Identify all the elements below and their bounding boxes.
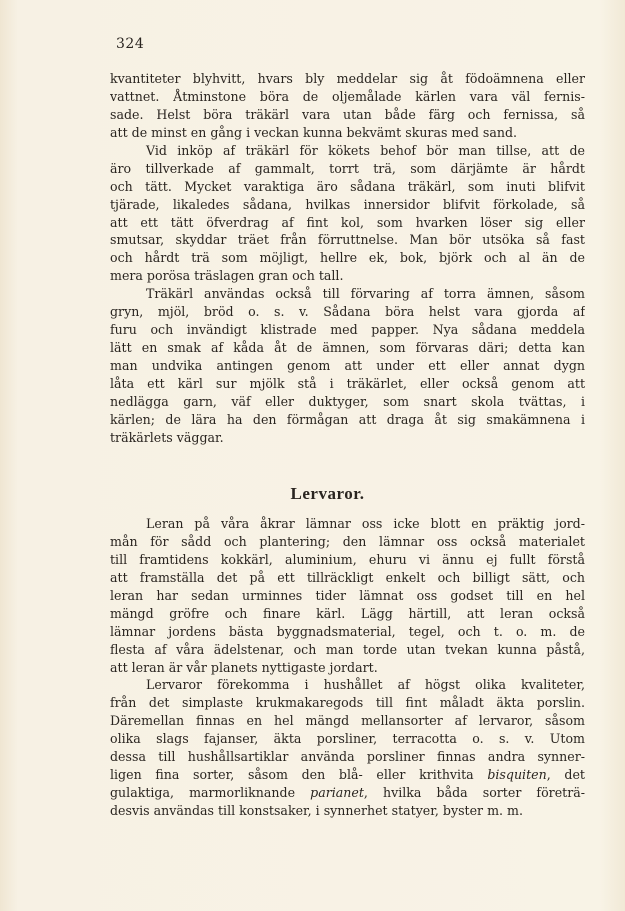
text-line: att leran är vår planets nyttigaste jordart. xyxy=(110,659,378,675)
text-line: Vid inköp af träkärl för kökets behof bör man tillse, att de xyxy=(146,142,585,158)
text-line: nedlägga garn, väf eller duktyger, som snart skola tvättas, i xyxy=(110,393,585,409)
text-line: kärlen; de lära ha den förmågan att draga åt sig smakämnena i xyxy=(110,411,585,427)
section-1-body xyxy=(110,70,585,447)
text-line: att framställa det på ett tillräckligt enkelt och billigt sätt, och xyxy=(110,569,585,585)
page-number: 324 xyxy=(116,36,145,52)
text-line: furu och invändigt klistrade med papper. Nya sådana meddela xyxy=(110,322,585,338)
text-line: flesta af våra ädelstenar, och man torde utan tvekan kunna påstå, xyxy=(110,641,585,657)
text-line: från det simplaste krukmakaregods till fint måladt äkta porslin. xyxy=(110,695,585,711)
text-line: mera porösa träslagen gran och tall. xyxy=(110,268,344,284)
text-line: och hårdt trä som möjligt, hellre ek, bok, björk och al än de xyxy=(110,250,585,266)
text-line: lätt en smak af kåda åt de ämnen, som förvaras däri; detta kan xyxy=(110,340,585,356)
text-line: leran har sedan urminnes tider lämnat oss godset till en hel xyxy=(110,587,585,603)
text-line: Lervaror förekomma i hushållet af högst olika kvaliteter, xyxy=(146,677,585,693)
text-line: olika slags fajanser, äkta porsliner, terracotta o. s. v. Utom xyxy=(110,731,585,747)
text-line: mån för sådd och plantering; den lämnar oss också materialet xyxy=(110,533,585,549)
text-line: gulaktiga, marmorliknande parianet, hvilka båda sorter företrä- xyxy=(110,785,585,801)
text-line: ligen fina sorter, såsom den blå- eller krithvita bisquiten, det xyxy=(110,767,585,783)
text-line: att de minst en gång i veckan kunna bekvämt skuras med sand. xyxy=(110,124,518,140)
text-line: och tätt. Mycket varaktiga äro sådana träkärl, som inuti blifvit xyxy=(110,178,585,194)
text-line: vattnet. Åtminstone böra de oljemålade kärlen vara väl fernis- xyxy=(110,88,585,104)
text-line: smutsar, skyddar träet från förruttnelse. Man bör utsöka så fast xyxy=(110,232,585,248)
text-line: låta ett kärl sur mjölk stå i träkärlet, eller också genom att xyxy=(110,375,585,391)
text-line: man undvika antingen genom att under ett eller annat dygn xyxy=(110,358,585,373)
text-line: sade. Helst böra träkärl vara utan både färg och fernissa, så xyxy=(110,106,585,122)
text-line: att ett tätt öfverdrag af fint kol, som hvarken löser sig eller xyxy=(110,214,585,230)
text-line: tjärade, likaledes sådana, hvilkas innersidor blifvit förkolade, så xyxy=(110,196,585,212)
text-line: till framtidens kokkärl, aluminium, ehuru vi ännu ej fullt förstå xyxy=(110,551,585,567)
text-line: äro tillverkade af gammalt, torrt trä, som därjämte är hårdt xyxy=(110,160,585,176)
text-line: dessa till hushållsartiklar använda porsliner finnas andra synner- xyxy=(110,749,585,765)
text-line: desvis användas till konstsaker, i synnerhet statyer, byster m. m. xyxy=(110,803,523,818)
text-line: gryn, mjöl, bröd o. s. v. Sådana böra helst vara gjorda af xyxy=(110,304,585,320)
text-line: kvantiteter blyhvitt, hvars bly meddelar sig åt födoämnena eller xyxy=(110,71,585,86)
text-line: träkärlets väggar. xyxy=(110,429,224,445)
text-line: mängd gröfre och finare kärl. Lägg härtill, att leran också xyxy=(110,605,585,621)
section-heading: Lervaror. xyxy=(290,484,365,503)
text-line: Träkärl användas också till förvaring af torra ämnen, såsom xyxy=(146,286,585,302)
text-line: lämnar jordens bästa byggnadsmaterial, tegel, och t. o. m. de xyxy=(110,623,585,639)
text-line: Leran på våra åkrar lämnar oss icke blott en präktig jord- xyxy=(146,516,585,531)
text-line: Däremellan finnas en hel mängd mellansorter af lervaror, såsom xyxy=(110,713,585,729)
section-2-body xyxy=(110,515,585,820)
